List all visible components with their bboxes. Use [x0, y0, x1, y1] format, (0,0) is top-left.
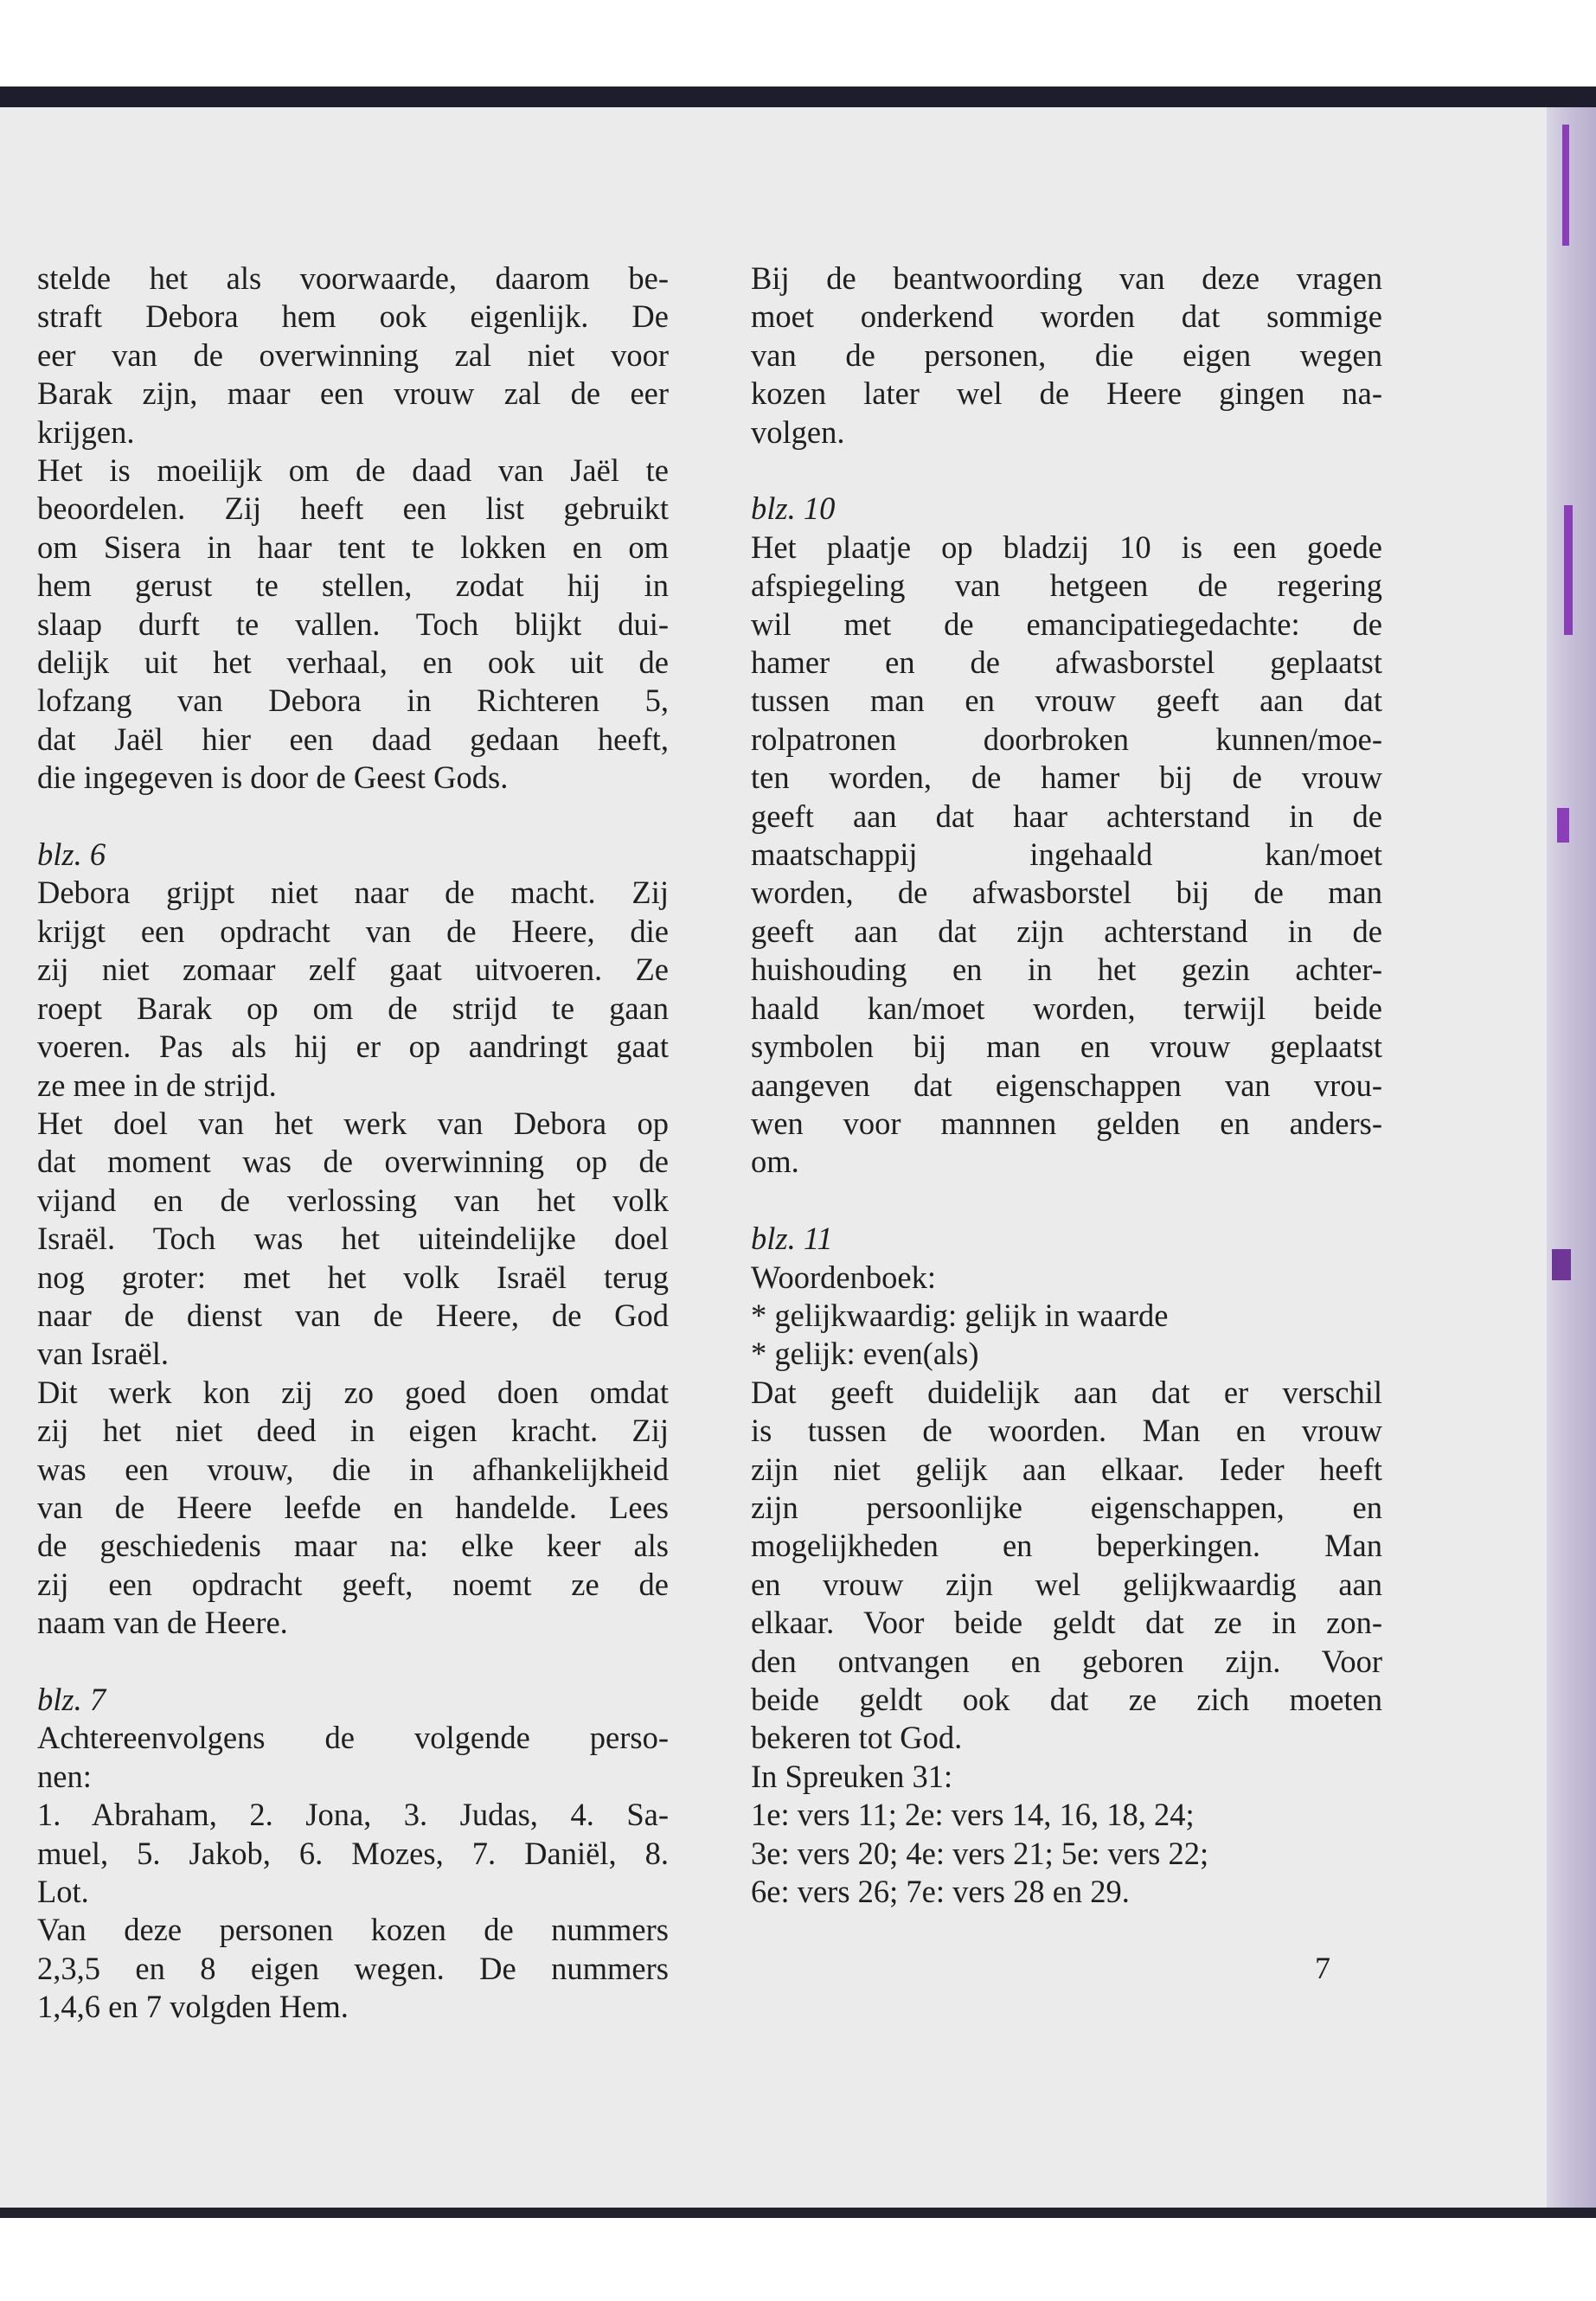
text-line: om. [751, 1144, 799, 1180]
text-line: nen: [37, 1758, 92, 1794]
text-line: naar de dienst van de Heere, de God [37, 1297, 669, 1333]
scan-bottom-edge [0, 2208, 1596, 2218]
text-line: zij het niet deed in eigen kracht. Zij [37, 1413, 669, 1449]
paragraph [37, 1374, 669, 1643]
text-line: Het doel van het werk van Debora op [37, 1105, 669, 1141]
text-line: Lot. [37, 1874, 89, 1910]
dictionary-entry: * gelijkwaardig: gelijk in waarde [751, 1297, 1169, 1333]
text-line: Dit werk kon zij zo goed doen omdat [37, 1374, 669, 1410]
text-line: was een vrouw, die in afhankelijkheid [37, 1451, 669, 1487]
paragraph [37, 452, 669, 798]
dictionary-entry: * gelijk: even(als) [751, 1336, 979, 1372]
paragraph [37, 1719, 669, 1796]
text-line: zijn persoonlijke eigenschappen, en [751, 1489, 1382, 1525]
text-line: Israël. Toch was het uiteindelijke doel [37, 1221, 669, 1257]
text-line: straft Debora hem ook eigenlijk. De [37, 298, 669, 335]
text-line: beoordelen. Zij heeft een list gebruikt [37, 490, 669, 527]
text-line: den ontvangen en geboren zijn. Voor [751, 1643, 1382, 1679]
text-line: beide geldt ook dat ze zich moeten [751, 1682, 1382, 1717]
text-line: 1. Abraham, 2. Jona, 3. Judas, 4. Sa- [37, 1797, 669, 1833]
paragraph [751, 260, 1382, 452]
text-line: dat moment was de overwinning op de [37, 1144, 669, 1180]
dictionary-label: Woordenboek: [751, 1259, 936, 1295]
text-line: symbolen bij man en vrouw geplaatst [751, 1029, 1382, 1065]
text-line: 1,4,6 en 7 volgden Hem. [37, 1989, 349, 2025]
text-line: Debora grijpt niet naar de macht. Zij [37, 875, 669, 911]
text-line: Achtereenvolgens de volgende perso- [37, 1720, 669, 1756]
text-line: Het is moeilijk om de daad van Jaël te [37, 452, 669, 489]
spine-color-mark [1564, 505, 1573, 635]
text-line: van Israël. [37, 1336, 170, 1372]
text-line: ten worden, de hamer bij de vrouw [751, 760, 1382, 796]
text-line: aangeven dat eigenschappen van vrou- [751, 1067, 1382, 1103]
page-number: 7 [1315, 1951, 1330, 1985]
text-line: moet onderkend worden dat sommige [751, 298, 1382, 335]
spine-color-mark [1562, 125, 1569, 246]
text-line: Bij de beantwoording van deze vragen [751, 260, 1382, 296]
text-line: zij een opdracht geeft, noemt ze de [37, 1566, 669, 1602]
text-line: haald kan/moet worden, terwijl beide [751, 990, 1382, 1026]
text-line: geeft aan dat zijn achterstand in de [751, 913, 1382, 949]
text-line: volgen. [751, 413, 845, 450]
paragraph [37, 1105, 669, 1374]
text-line: stelde het als voorwaarde, daarom be- [37, 260, 669, 296]
section-heading-blz-7: blz. 7 [37, 1682, 106, 1717]
text-line: en vrouw zijn wel gelijkwaardig aan [751, 1566, 1382, 1602]
text-line: slaap durft te vallen. Toch blijkt dui- [37, 606, 669, 642]
text-line: worden, de afwasborstel bij de man [751, 875, 1382, 911]
text-line: naam van de Heere. [37, 1605, 288, 1641]
paragraph [751, 1374, 1382, 1758]
text-line: kozen later wel de Heere gingen na- [751, 375, 1382, 412]
text-line: ze mee in de strijd. [37, 1067, 277, 1103]
text-line: elkaar. Voor beide geldt dat ze in zon- [751, 1605, 1382, 1641]
text-line: krijgt een opdracht van de Heere, die [37, 913, 669, 949]
text-line: roept Barak op om de strijd te gaan [37, 990, 669, 1026]
left-text-column [37, 260, 669, 2027]
text-line: rolpatronen doorbroken kunnen/moe- [751, 721, 1382, 757]
text-line: voeren. Pas als hij er op aandringt gaat [37, 1029, 669, 1065]
text-line: huishouding en in het gezin achter- [751, 952, 1382, 988]
text-line: de geschiedenis maar na: elke keer als [37, 1528, 669, 1564]
text-line: eer van de overwinning zal niet voor [37, 336, 669, 373]
text-line: krijgen. [37, 413, 135, 450]
text-line: Het plaatje op bladzij 10 is een goede [751, 529, 1382, 565]
text-line: delijk uit het verhaal, en ook uit de [37, 644, 669, 681]
text-line: is tussen de woorden. Man en vrouw [751, 1413, 1382, 1449]
text-line: bekeren tot God. [751, 1720, 963, 1756]
text-line: die ingegeven is door de Geest Gods. [37, 760, 509, 796]
paragraph [751, 1758, 1382, 1912]
text-line: zij niet zomaar zelf gaat uitvoeren. Ze [37, 952, 669, 988]
book-spine-edge [1547, 107, 1596, 2208]
text-line: van de Heere leefde en handelde. Lees [37, 1489, 669, 1525]
spine-color-mark [1552, 1249, 1571, 1280]
paragraph [37, 1911, 669, 2026]
text-line: van de personen, die eigen wegen [751, 336, 1382, 373]
right-text-column [751, 260, 1382, 1911]
text-line: om Sisera in haar tent te lokken en om [37, 529, 669, 565]
text-line: 6e: vers 26; 7e: vers 28 en 29. [751, 1874, 1130, 1910]
text-line: dat Jaël hier een daad gedaan heeft, [37, 721, 669, 757]
text-line: maatschappij ingehaald kan/moet [751, 836, 1382, 873]
text-line: afspiegeling van hetgeen de regering [751, 567, 1382, 604]
section-heading-blz-10: blz. 10 [751, 490, 836, 527]
text-line: 1e: vers 11; 2e: vers 14, 16, 18, 24; [751, 1797, 1195, 1833]
paragraph [37, 1796, 669, 1911]
text-line: nog groter: met het volk Israël terug [37, 1259, 669, 1295]
text-line: 2,3,5 en 8 eigen wegen. De nummers [37, 1950, 669, 1986]
text-line: muel, 5. Jakob, 6. Mozes, 7. Daniël, 8. [37, 1835, 669, 1871]
paragraph [37, 874, 669, 1104]
text-line: mogelijkheden en beperkingen. Man [751, 1528, 1382, 1564]
text-line: hamer en de afwasborstel geplaatst [751, 644, 1382, 681]
text-line: lofzang van Debora in Richteren 5, [37, 683, 669, 719]
section-heading-blz-11: blz. 11 [751, 1221, 833, 1257]
section-heading-blz-6: blz. 6 [37, 836, 106, 873]
spine-color-mark [1557, 808, 1569, 843]
text-line: zijn niet gelijk aan elkaar. Ieder heeft [751, 1451, 1382, 1487]
text-line: wen voor mannnen gelden en anders- [751, 1105, 1382, 1141]
text-line: Van deze personen kozen de nummers [37, 1912, 669, 1948]
paragraph [751, 529, 1382, 1182]
text-line: vijand en de verlossing van het volk [37, 1182, 669, 1218]
text-line: wil met de emancipatiegedachte: de [751, 606, 1382, 642]
text-line: Barak zijn, maar een vrouw zal de eer [37, 375, 669, 412]
scan-top-edge [0, 87, 1596, 107]
text-line: Dat geeft duidelijk aan dat er verschil [751, 1374, 1382, 1410]
text-line: In Spreuken 31: [751, 1758, 953, 1794]
text-line: hem gerust te stellen, zodat hij in [37, 567, 669, 604]
paragraph [37, 260, 669, 452]
text-line: 3e: vers 20; 4e: vers 21; 5e: vers 22; [751, 1835, 1209, 1871]
text-line: geeft aan dat haar achterstand in de [751, 798, 1382, 834]
text-line: tussen man en vrouw geeft aan dat [751, 683, 1382, 719]
